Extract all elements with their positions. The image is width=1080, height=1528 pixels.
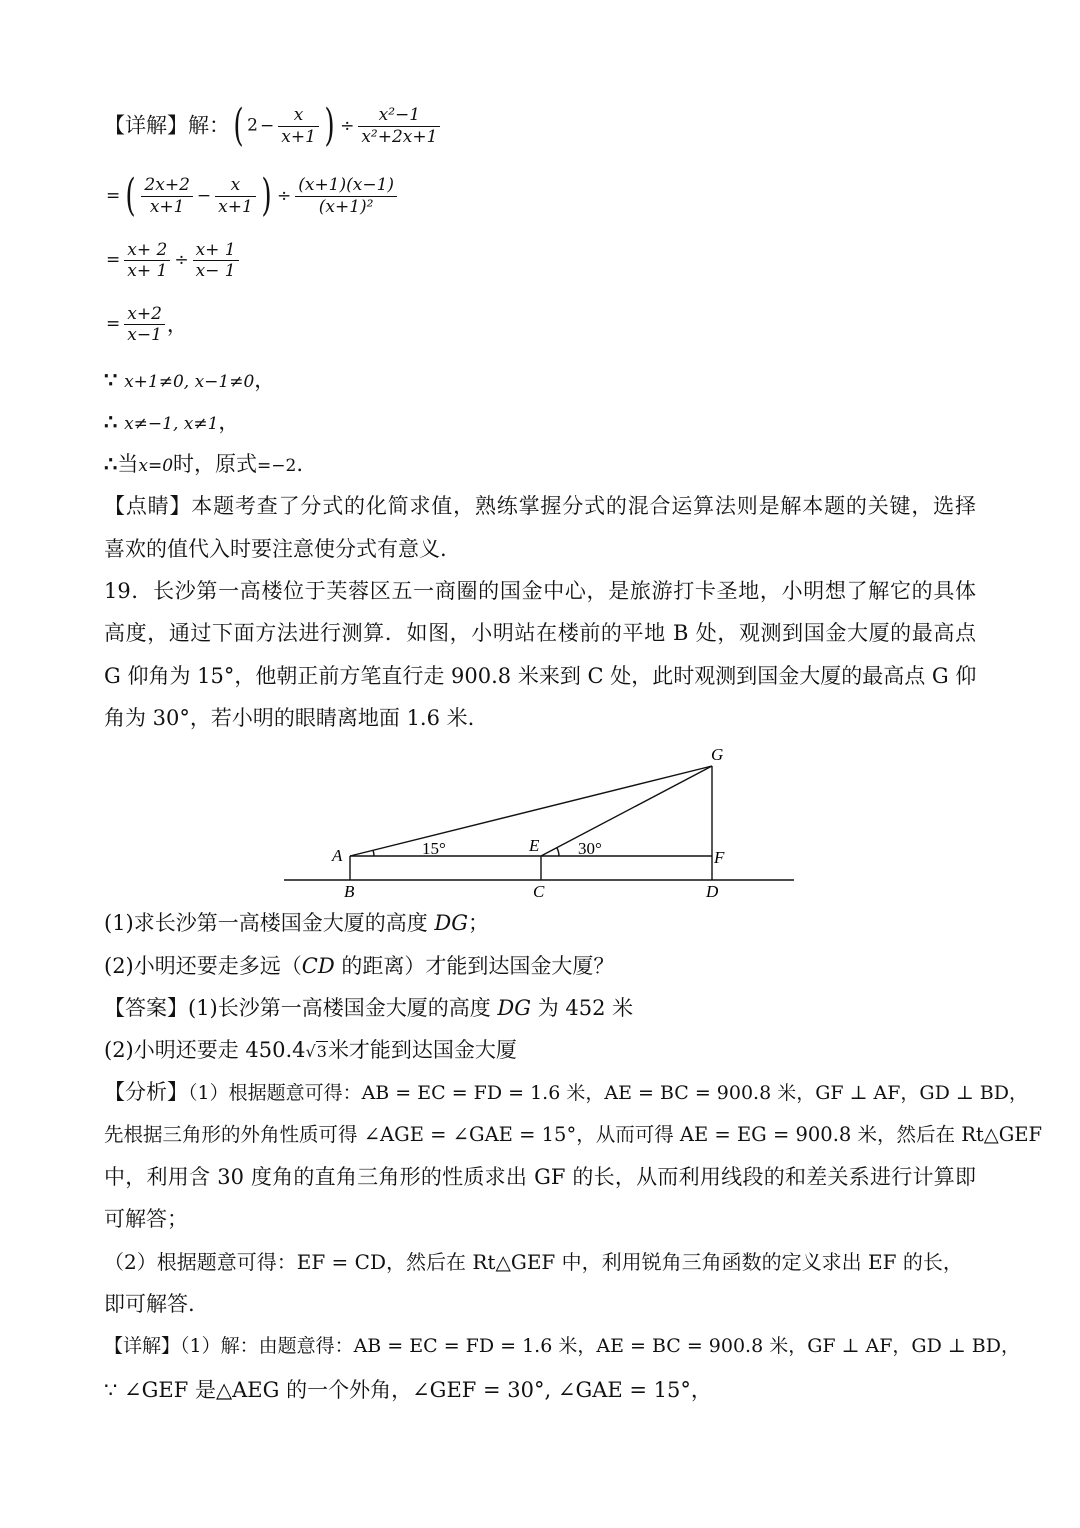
text-dang: 当	[117, 452, 139, 476]
equals-sign: =	[106, 250, 121, 271]
sub-question-1	[104, 913, 489, 934]
comment-line-2: 喜欢的值代入时要注意使分式有意义.	[104, 537, 447, 561]
analysis-line-4: 可解答；	[104, 1207, 188, 1231]
detail2-line-1: 【详解】（1）解：由题意得：AB = EC = FD = 1.6 米，AE = BC = 900.8 米，GF ⊥ AF，GD ⊥ BD，	[104, 1335, 1020, 1357]
right-paren: )	[324, 100, 335, 151]
question-19-line-3: G 仰角为 15°，他朝正前方笔直行走 900.8 米来到 C 处，此时观测到国金大厦的最高点 G 仰	[104, 664, 977, 688]
var-dg: DG	[434, 911, 469, 935]
detail-step-4	[104, 304, 188, 346]
answer-line-1	[104, 998, 633, 1019]
minus-sign: −	[196, 185, 212, 206]
therefore-symbol: ∴	[104, 409, 118, 434]
fraction-2x2-over-x1: $\frac{2x+2}{x+1}$	[141, 175, 192, 217]
label-g: G	[711, 745, 724, 764]
label-f: F	[714, 848, 725, 867]
left-paren: (	[233, 100, 244, 151]
punct: ；	[468, 911, 490, 935]
label-b: B	[344, 882, 355, 901]
angle-arc-a	[373, 850, 374, 856]
divide-sign: ÷	[276, 185, 292, 206]
fraction-x1-over-xm1: $\frac{x+ 1}{x- 1}$	[193, 240, 239, 282]
therefore-symbol: ∴	[104, 451, 118, 476]
fraction-x-over-x1: $\frac{x}{x+1}$	[278, 105, 319, 147]
answer-label: 【答案】	[104, 996, 188, 1020]
fraction-result: $\frac{x+2}{x-1}$	[124, 304, 165, 346]
sight-line-eg	[541, 766, 712, 856]
answer-line-2	[104, 1040, 517, 1061]
detail-step-3	[104, 240, 241, 282]
analysis-line-1	[104, 1082, 1028, 1103]
geometry-figure	[280, 742, 800, 902]
analysis-line-5: （2）根据题意可得：EF = CD，然后在 Rt△GEF 中，利用锐角三角函数的定义求出 EF 的长，	[104, 1250, 963, 1274]
detail2-line-2: ∵ ∠GEF 是△AEG 的一个外角，∠GEF = 30°, ∠GAE = 15°，	[104, 1378, 712, 1402]
text: 为 452 米	[531, 996, 634, 1020]
comma: ，	[254, 368, 276, 392]
analysis-line-3: 中，利用含 30 度角的直角三角形的性质求出 GF 的长，从而利用线段的和差关系进行计算即	[104, 1165, 976, 1189]
text: (2)小明还要走 450.4	[104, 1038, 306, 1062]
detail-label: 【详解】解：	[104, 113, 230, 138]
var-dg: DG	[497, 996, 532, 1020]
angle-30-label: 30°	[578, 839, 602, 858]
condition-expr: x+1≠0, x−1≠0	[124, 372, 255, 392]
angle-arc-e	[557, 848, 559, 856]
divide-sign: ÷	[174, 250, 189, 271]
label-d: D	[706, 882, 719, 901]
question-19-line-4: 角为 30°，若小明的眼睛离地面 1.6 米.	[104, 706, 475, 730]
label-a: A	[332, 846, 343, 865]
left-paren: (	[125, 170, 136, 221]
text: (1)长沙第一高楼国金大厦的高度	[188, 996, 498, 1020]
period: .	[296, 452, 304, 476]
fraction-product-over-square: $\frac{(x+1)(x-1)}{\text{(x+1)²}}$	[295, 175, 397, 217]
sqrt-3: √3	[305, 1042, 327, 1061]
sub-question-2	[104, 956, 614, 977]
analysis-line-2: 先根据三角形的外角性质可得 ∠AGE = ∠GAE = 15°，从而可得 AE = EG = 900.8 米，然后在 Rt△GEF	[104, 1123, 1043, 1146]
expr-minus: −	[260, 115, 275, 136]
condition-therefore-2	[104, 453, 303, 475]
divide-sign: ÷	[340, 115, 355, 136]
expr-two: 2	[247, 115, 258, 136]
fraction-x2m1-over-x2p2xp1: $\frac{\text{x²−1}}{\text{x²+2x+1}}$	[358, 105, 440, 147]
fraction-x2-over-x1: $\frac{x+ 2}{x+ 1}$	[124, 240, 170, 282]
detail-step-2	[104, 170, 399, 221]
condition-therefore-1	[104, 411, 239, 433]
text-yuanshi: 时，原式	[173, 452, 258, 476]
question-19-line-2: 高度，通过下面方法进行测算．如图，小明站在楼前的平地 B 处，观测到国金大厦的最高点	[104, 621, 976, 645]
right-paren: )	[261, 170, 272, 221]
text: （1）根据题意可得：AB = EC = FD = 1.6 米，AE = BC = 900.8 米，GF ⊥ AF，GD ⊥ BD，	[188, 1082, 1028, 1104]
analysis-label: 【分析】	[104, 1080, 188, 1104]
angle-15-label: 15°	[422, 839, 446, 858]
condition-because	[104, 369, 275, 391]
condition-expr: x≠−1, x≠1	[124, 414, 219, 434]
text: (2)小明还要走多远（	[104, 954, 302, 978]
radicand: 3	[316, 1042, 327, 1061]
because-symbol: ∵	[104, 367, 118, 392]
detail-step-1	[104, 100, 442, 151]
analysis-line-6: 即可解答.	[104, 1292, 195, 1316]
comma: ，	[218, 410, 240, 434]
comma: ，	[166, 312, 188, 337]
x-equals-zero: x=0	[138, 456, 174, 476]
question-19-line-1: 19．长沙第一高楼位于芙蓉区五一商圈的国金中心，是旅游打卡圣地，小明想了解它的具体	[104, 579, 976, 603]
var-cd: CD	[301, 954, 335, 978]
label-e: E	[529, 836, 540, 855]
equals-sign: =	[106, 185, 121, 206]
value: =−2	[257, 456, 297, 476]
equals-sign: =	[106, 314, 121, 335]
comment-line-1: 【点睛】本题考查了分式的化简求值，熟练掌握分式的混合运算法则是解本题的关键，选择	[104, 494, 976, 518]
text: (1)求长沙第一高楼国金大厦的高度	[104, 911, 435, 935]
text: 米才能到达国金大厦	[327, 1038, 517, 1062]
fraction-x-over-x1: $\frac{x}{x+1}$	[215, 175, 256, 217]
label-c: C	[533, 882, 545, 901]
text: 的距离）才能到达国金大厦？	[334, 954, 615, 978]
